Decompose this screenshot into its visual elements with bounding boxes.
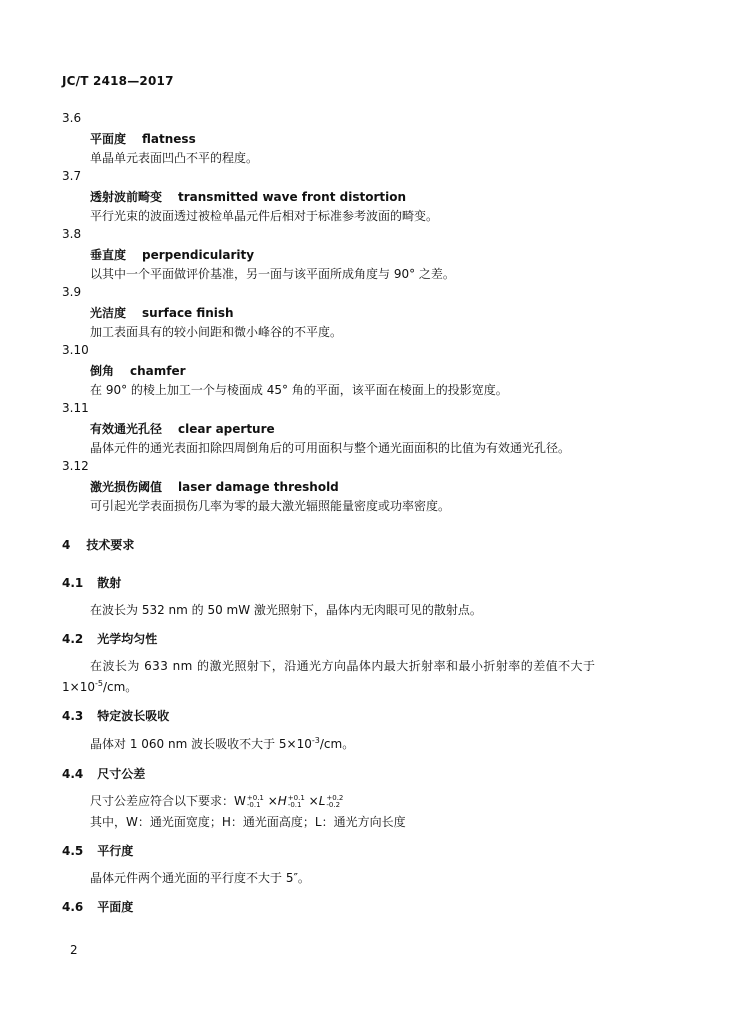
term-en: surface finish [142, 306, 234, 320]
upper-limit: +0.1 [246, 793, 264, 802]
term-en: laser damage threshold [178, 480, 339, 494]
exponent: -5 [94, 679, 103, 688]
paragraph: 晶体元件两个通光面的平行度不大于 5″。 [90, 871, 310, 885]
term-en: clear aperture [178, 422, 275, 436]
term-definition: 以其中一个平面做评价基准，另一面与该平面所成角度与 90° 之差。 [90, 267, 455, 281]
subsection-number: 4.3 [62, 709, 84, 723]
lower-limit: -0.1 [246, 800, 261, 809]
term-number: 3.12 [62, 459, 89, 473]
term-title [90, 420, 275, 437]
term-title [90, 304, 234, 321]
tolerance-formula [90, 792, 343, 809]
unit-text: /cm。 [319, 737, 355, 751]
subsection-title: 平行度 [97, 844, 134, 858]
subsection-heading [62, 630, 157, 647]
subsection-number: 4.5 [62, 844, 84, 858]
paragraph [90, 735, 354, 752]
tolerance-w [247, 795, 264, 809]
term-definition: 加工表面具有的较小间距和微小峰谷的不平度。 [90, 325, 343, 339]
section-title: 技术要求 [86, 538, 135, 552]
upper-limit: +0.1 [287, 793, 305, 802]
term-number: 3.11 [62, 401, 89, 415]
subsection-number: 4.2 [62, 632, 84, 646]
upper-limit: +0.2 [326, 793, 344, 802]
term-title [90, 362, 186, 379]
term-definition: 在 90° 的棱上加工一个与棱面成 45° 角的平面，该平面在棱面上的投影宽度。 [90, 383, 508, 397]
subsection-heading [62, 842, 133, 859]
term-en: flatness [142, 132, 196, 146]
term-cn: 激光损伤阈值 [90, 480, 163, 494]
tolerance-l [326, 795, 343, 809]
term-number: 3.10 [62, 343, 89, 357]
term-en: perpendicularity [142, 248, 255, 262]
subsection-title: 平面度 [97, 900, 134, 914]
subsection-number: 4.1 [62, 576, 84, 590]
tolerance-h [288, 795, 305, 809]
section-number: 4 [62, 538, 71, 552]
subsection-title: 特定波长吸收 [97, 709, 170, 723]
paragraph-continuation [62, 678, 137, 695]
subsection-heading [62, 574, 121, 591]
term-definition: 可引起光学表面损伤几率为零的最大激光辐照能量密度或功率密度。 [90, 499, 451, 513]
subsection-heading [62, 707, 169, 724]
subsection-title: 光学均匀性 [97, 632, 158, 646]
term-definition: 平行光束的波面透过被检单晶元件后相对于标准参考波面的畸变。 [90, 209, 439, 223]
exponent: -3 [311, 736, 320, 745]
term-number: 3.9 [62, 285, 82, 299]
term-en: transmitted wave front distortion [178, 190, 406, 204]
lower-limit: -0.2 [326, 800, 341, 809]
term-title [90, 130, 196, 147]
term-number: 3.8 [62, 227, 82, 241]
term-en: chamfer [130, 364, 186, 378]
paragraph: 在波长为 532 nm 的 50 mW 激光照射下，晶体内无肉眼可见的散射点。 [90, 603, 482, 617]
term-title [90, 188, 406, 205]
paragraph: 在波长为 633 nm 的激光照射下，沿通光方向晶体内最大折射率和最小折射率的差值不大于 [90, 659, 596, 673]
term-title [90, 478, 339, 495]
subsection-number: 4.4 [62, 767, 84, 781]
term-number: 3.6 [62, 111, 82, 125]
subsection-number: 4.6 [62, 900, 84, 914]
h-symbol: H [277, 794, 287, 808]
times-sign: × [267, 794, 278, 808]
term-cn: 垂直度 [90, 248, 127, 262]
subsection-title: 散射 [97, 576, 122, 590]
formula-lead: 尺寸公差应符合以下要求：W [90, 794, 246, 808]
term-definition: 晶体元件的通光表面扣除四周倒角后的可用面积与整个通光面面积的比值为有效通光孔径。 [90, 441, 571, 455]
subsection-heading [62, 898, 133, 915]
lower-limit: -0.1 [287, 800, 302, 809]
section-heading [62, 536, 134, 553]
paragraph: 其中，W：通光面宽度；H：通光面高度；L：通光方向长度 [90, 815, 406, 829]
l-symbol: L [318, 794, 326, 808]
term-cn: 透射波前畸变 [90, 190, 163, 204]
term-cn: 倒角 [90, 364, 115, 378]
term-number: 3.7 [62, 169, 82, 183]
term-cn: 平面度 [90, 132, 127, 146]
unit-text: /cm。 [102, 680, 138, 694]
value-text: 1×10 [62, 680, 95, 694]
term-definition: 单晶单元表面凹凸不平的程度。 [90, 151, 259, 165]
standard-code: JC/T 2418—2017 [62, 74, 174, 88]
term-cn: 光洁度 [90, 306, 127, 320]
times-sign: × [308, 794, 319, 808]
term-cn: 有效通光孔径 [90, 422, 163, 436]
subsection-title: 尺寸公差 [97, 767, 146, 781]
subsection-heading [62, 765, 145, 782]
page-number: 2 [70, 943, 78, 957]
term-title [90, 246, 254, 263]
value-text: 晶体对 1 060 nm 波长吸收不大于 5×10 [90, 737, 312, 751]
